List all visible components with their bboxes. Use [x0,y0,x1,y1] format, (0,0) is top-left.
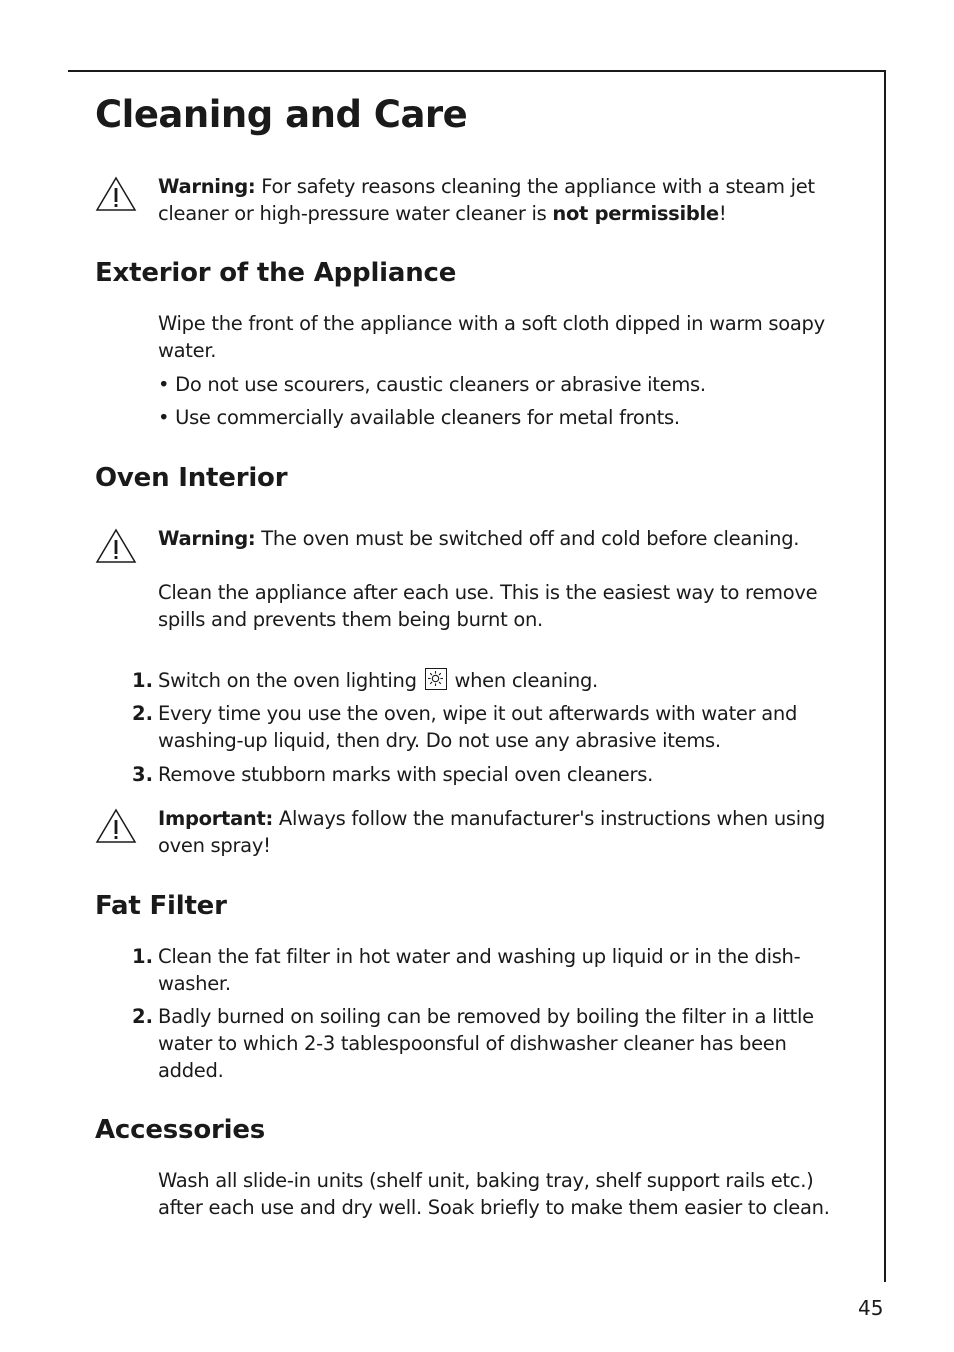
exterior-paragraph [158,310,825,364]
step-line1: Badly burned on soiling can be removed by boiling the filter in a little [158,1005,814,1028]
oven-paragraph [158,579,817,633]
step-number: 1. [132,945,153,968]
warning-exclaim: ! [718,202,727,225]
accessories-line1: Wash all slide-in units (shelf unit, baking tray, shelf support rails etc.) [158,1169,814,1192]
step-text [158,667,598,694]
warning-triangle-icon [95,528,137,564]
heading-oven-interior: Oven Interior [95,463,288,493]
step-line2: washing-up liquid, then dry. Do not use any abrasive items. [158,729,721,752]
step-text [158,700,797,754]
heading-accessories: Accessories [95,1115,266,1145]
warning-emphasis: not permissible [552,202,719,225]
warning-label: Warning: [158,175,256,198]
step-text-after: when cleaning. [448,669,598,692]
exterior-line2: water. [158,339,217,362]
warning-steam [158,173,815,227]
step-number: 2. [132,702,153,725]
step-line3: added. [158,1059,224,1082]
important-text-line2: oven spray! [158,834,271,857]
warning-text: For safety reasons cleaning the appliance with a steam jet [255,175,815,198]
warning-text-line2: cleaner or high-pressure water cleaner is [158,202,553,225]
step-line1: Clean the fat filter in hot water and washing up liquid or in the dish- [158,945,801,968]
step-number: 1. [132,669,153,692]
warning-switch-off [158,525,799,552]
top-rule [68,70,886,72]
step-line1: Every time you use the oven, wipe it out afterwards with water and [158,702,798,725]
oven-light-icon [425,668,447,690]
step-text: Remove stubborn marks with special oven cleaners. [158,763,653,786]
warning-triangle-icon [95,808,137,844]
page-number: 45 [858,1296,884,1320]
list-item: • Do not use scourers, caustic cleaners or abrasive items. [158,373,706,396]
important-text: Always follow the manufacturer's instructions when using [273,807,826,830]
right-rule [884,70,886,1282]
page-title: Cleaning and Care [95,93,468,136]
accessories-paragraph [158,1167,830,1221]
exterior-line1: Wipe the front of the appliance with a soft cloth dipped in warm soapy [158,312,825,335]
step-line2: water to which 2-3 tablespoonsful of dishwasher cleaner has been [158,1032,787,1055]
heading-exterior: Exterior of the Appliance [95,258,457,288]
step-text-before: Switch on the oven lighting [158,669,423,692]
heading-fat-filter: Fat Filter [95,891,227,921]
oven-line1: Clean the appliance after each use. This is the easiest way to remove [158,581,818,604]
step-text [158,943,800,997]
warning-text: The oven must be switched off and cold before cleaning. [255,527,800,550]
accessories-line2: after each use and dry well. Soak briefly to make them easier to clean. [158,1196,830,1219]
step-number: 3. [132,763,153,786]
warning-label: Warning: [158,527,256,550]
step-number: 2. [132,1005,153,1028]
important-note [158,805,825,859]
important-label: Important: [158,807,274,830]
warning-triangle-icon [95,176,137,212]
oven-line2: spills and prevents them being burnt on. [158,608,543,631]
list-item: • Use commercially available cleaners for metal fronts. [158,406,680,429]
step-line2: washer. [158,972,231,995]
step-text [158,1003,814,1084]
